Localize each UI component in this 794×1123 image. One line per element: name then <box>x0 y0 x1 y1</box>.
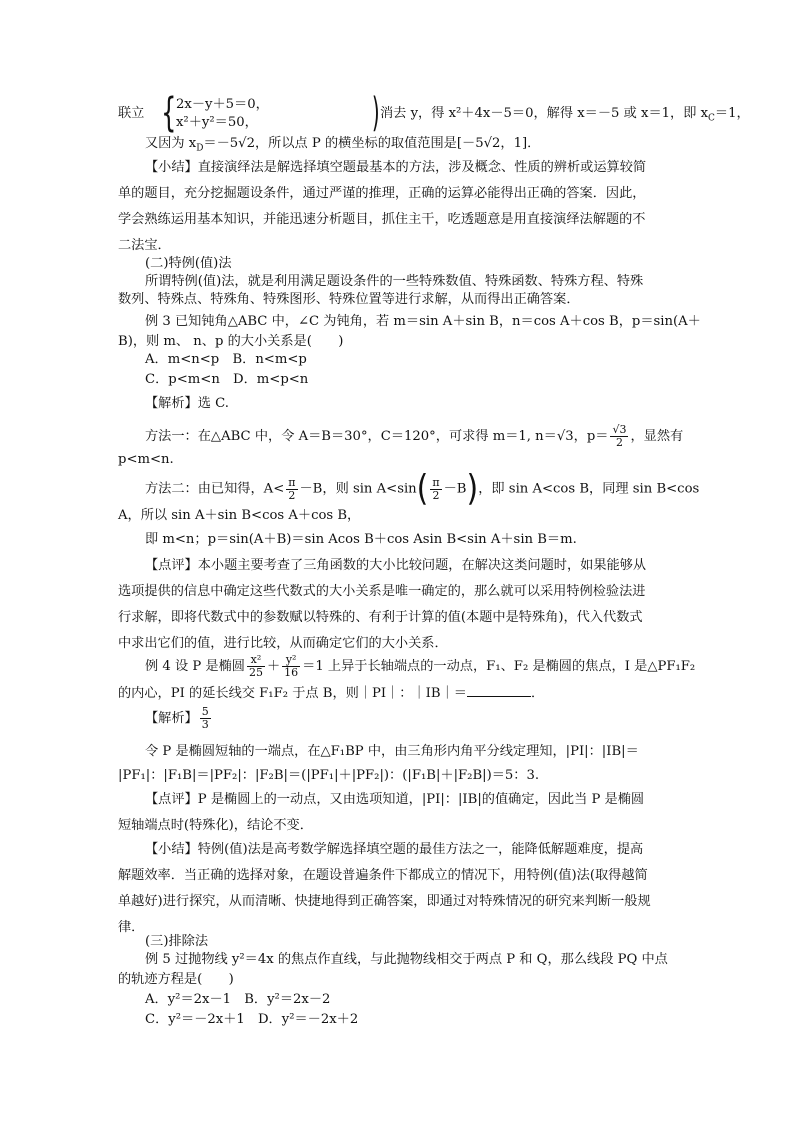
text-run: ＝1 上异于长轴端点的一动点，F₁、F₂ 是椭圆的焦点，I 是△PF₁F₂ <box>302 659 696 674</box>
paragraph-line: 【小结】直接演绎法是解选择填空题最基本的方法，涉及概念、性质的辨析或运算较简 <box>145 160 647 175</box>
text-run: 例 4 设 P 是椭圆 <box>145 659 245 674</box>
denominator: 25 <box>248 666 263 679</box>
text-run: ． <box>530 686 545 701</box>
denominator: 2 <box>615 436 623 449</box>
text-run: 方法二：由已知得，A< <box>145 481 285 497</box>
example-line: 的轨迹方程是( ) <box>118 972 234 987</box>
text-run: 的内心，PI 的延长线交 F₁F₂ 于点 B，则｜PI｜：｜IB｜＝ <box>118 686 467 701</box>
text-run: ＝－5√2，所以点 P 的横坐标的取值范围是[－5√2，1]． <box>203 136 541 151</box>
solution-line: 令 P 是椭圆短轴的一端点，在△F₁BP 中，由三角形内角平分线定理知，|PI|：|IB|＝ <box>145 744 639 759</box>
fraction <box>200 706 211 731</box>
text-line: 联立 <box>118 106 145 121</box>
paragraph-line: 【点评】P 是椭圆上的一动点，又由选项知道，|PI|：|IB|的值确定，因此当 P 是椭圆 <box>145 792 645 807</box>
paragraph-line: 单的题目，充分挖掘题设条件，通过严谨的推理，正确的运算必能得出正确的答案．因此， <box>118 186 646 201</box>
denominator: 2 <box>432 488 440 502</box>
paragraph-line: 选项提供的信息中确定这些代数式的大小关系是唯一确定的，那么就可以采用特例检验法进 <box>118 584 646 599</box>
text-line <box>380 105 750 128</box>
paragraph-line: 律． <box>118 920 145 935</box>
option-line: C．y²＝－2x＋1 D．y²＝－2x＋2 <box>145 1012 359 1027</box>
option-line: C．p<m<n D．m<p<n <box>145 372 309 387</box>
paragraph-line: 短轴端点时(特殊化)，结论不变． <box>118 818 313 833</box>
section-heading: (二)特例(值)法 <box>145 256 232 271</box>
example-line <box>145 654 695 679</box>
solution-line: |PF₁|：|F₁B|＝|PF₂|：|F₂B|＝(|PF₁|＋|PF₂|)：(|F₁B|＋|F₂B|)＝5：3. <box>118 768 540 783</box>
denominator: 16 <box>284 666 299 679</box>
answer-blank <box>467 682 531 697</box>
fraction <box>610 424 628 449</box>
text-line <box>145 134 540 159</box>
text-run: ，即 sin A<cos B，同理 sin B<cos <box>478 481 700 497</box>
example-line: 例 3 已知钝角△ABC 中，∠C 为钝角，若 m＝sin A＋sin B，n＝cos A＋cos B，p＝sin(A＋ <box>145 314 701 329</box>
paragraph-line: 中求出它们的值，进行比较，从而确定它们的大小关系． <box>118 636 448 651</box>
paragraph-line: 行求解，即将代数式中的参数赋以特殊的、有利于计算的值(本题中是特殊角)，代入代数式 <box>118 610 643 625</box>
text-run: ，显然有 <box>630 429 684 444</box>
option-line: A．m<n<p B．n<m<p <box>145 352 307 367</box>
numerator: √3 <box>612 423 627 436</box>
right-paren: ) <box>466 467 479 510</box>
paragraph-line: 解题效率．当正确的选择对象，在题设普遍条件下都成立的情况下，用特例(值)法(取得越简 <box>118 868 648 883</box>
fraction <box>282 654 300 679</box>
right-paren: ) <box>371 90 380 136</box>
solution-line <box>145 424 683 449</box>
paragraph-line: 二法宝． <box>118 238 171 253</box>
numerator: π <box>432 475 440 489</box>
fraction <box>286 477 297 502</box>
text-run: 消去 y，得 x²＋4x－5＝0，解得 x＝－5 或 x＝1，即 x <box>380 106 709 121</box>
numerator: x² <box>247 654 265 667</box>
subscript: C <box>708 113 715 124</box>
text-run: 又因为 x <box>145 136 197 151</box>
paragraph-line: 数列、特殊点、特殊角、特殊图形、特殊位置等进行求解，从而得出正确答案． <box>118 292 580 307</box>
left-paren: ( <box>416 467 429 510</box>
equation-line: x²＋y²＝50， <box>176 115 258 130</box>
example-line: 例 5 过抛物线 y²＝4x 的焦点作直线，与此抛物线相交于两点 P 和 Q，那么线段 PQ 中点 <box>145 952 668 967</box>
denominator: 2 <box>288 488 296 502</box>
text-run: 方法一：在△ABC 中，令 A＝B＝30°，C＝120°，可求得 m＝1, n＝√3，p＝ <box>145 429 609 444</box>
text-run: 【解析】 <box>145 711 198 726</box>
text-run: －B <box>443 481 467 497</box>
solution-line: A，所以 sin A＋sin B<cos A＋cos B， <box>118 508 361 523</box>
numerator: 5 <box>201 705 209 718</box>
text-run: ＝1， <box>714 106 750 121</box>
answer-line: 【解析】选 C. <box>145 396 229 411</box>
solution-line <box>145 467 700 510</box>
numerator: π <box>288 475 296 489</box>
solution-line: 即 m<n；p＝sin(A＋B)＝sin Acos B＋cos Asin B<sin A＋sin B＝m. <box>145 532 577 547</box>
left-brace: { <box>161 90 177 136</box>
fraction <box>247 654 265 679</box>
example-line: B)，则 m、 n、p 的大小关系是( ) <box>118 334 344 349</box>
numerator: y² <box>282 654 300 667</box>
paragraph-line: 【点评】本小题主要考查了三角函数的大小比较问题，在解决这类问题时，如果能够从 <box>145 558 647 573</box>
section-heading: (三)排除法 <box>145 934 209 949</box>
answer-line <box>145 706 213 731</box>
denominator: 3 <box>201 718 209 731</box>
option-line: A．y²＝2x－1 B．y²＝2x－2 <box>145 992 331 1007</box>
paragraph-line: 所谓特例(值)法，就是利用满足题设条件的一些特殊数值、特殊函数、特殊方程、特殊 <box>145 274 644 289</box>
paragraph-line: 学会熟练运用基本知识，并能迅速分析题目，抓住主干，吃透题意是用直接演绎法解题的不 <box>118 212 646 227</box>
text-run: ＋ <box>266 659 281 674</box>
fraction <box>430 477 441 502</box>
text-run: －B，则 sin A<sin <box>299 481 417 497</box>
solution-line: p<m<n. <box>118 452 174 467</box>
paragraph-line: 【小结】特例(值)法是高考数学解选择填空题的最佳方法之一，能降低解题难度，提高 <box>145 842 644 857</box>
equation-line: 2x－y＋5＝0， <box>176 97 269 112</box>
example-line <box>118 682 544 704</box>
subscript: D <box>196 143 204 154</box>
paragraph-line: 单越好)进行探究，从而清晰、快捷地得到正确答案，即通过对特殊情况的研究来判断一般规 <box>118 894 651 909</box>
